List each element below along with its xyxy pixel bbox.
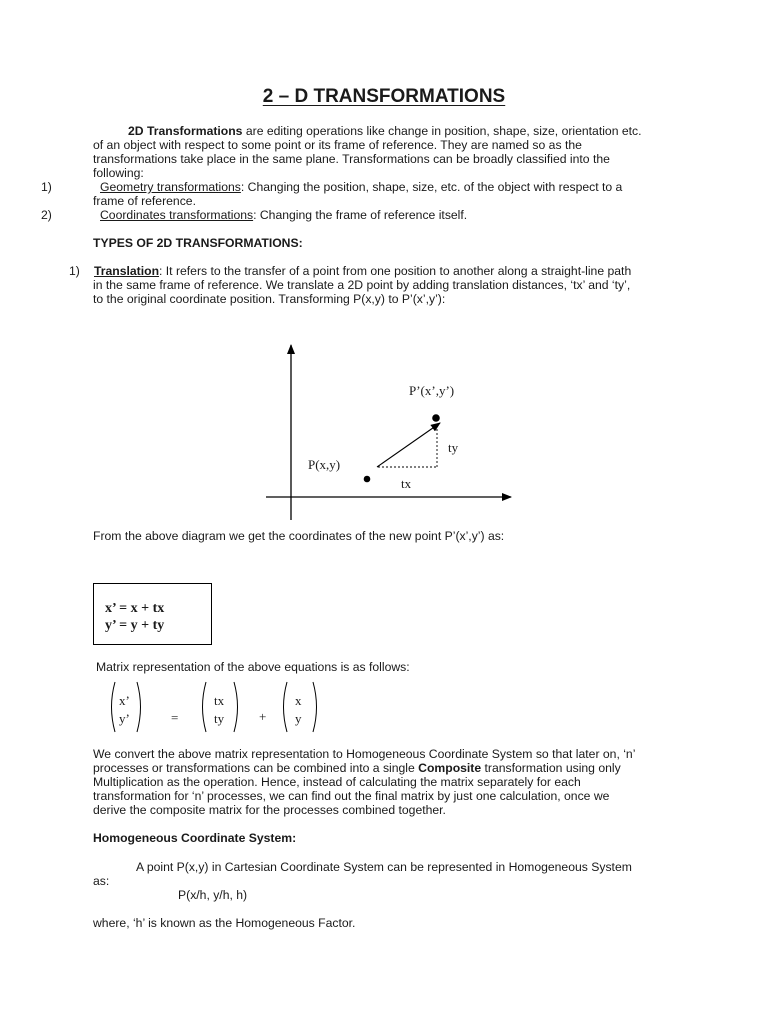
intro-line-3: transformations take place in the same plane. Transformations can be broadly classified into the [93, 152, 610, 166]
m1-left-bracket [203, 682, 207, 732]
homog-line-4: transformation for ‘n’ processes, we can find out the final matrix by just one calculation, once we [93, 789, 610, 803]
point-original-label: P(x,y) [308, 457, 341, 472]
class-item-1-cont: frame of reference. [93, 194, 196, 208]
m1-tx: tx [214, 693, 225, 708]
tx-label: tx [401, 476, 412, 491]
hcs-where: where, ‘h’ is known as the Homogeneous Factor. [93, 916, 356, 930]
class-item-1-num: 1) [41, 180, 52, 194]
lhs-x: x’ [119, 693, 130, 708]
class-item-1-term: Geometry transformations [100, 180, 241, 194]
hcs-line-2: as: [93, 874, 110, 888]
homog-line-3: Multiplication as the operation. Hence, instead of calculating the matrix separately for each [93, 775, 581, 789]
types-heading: TYPES OF 2D TRANSFORMATIONS: [93, 236, 303, 250]
lhs-y: y’ [119, 711, 130, 726]
intro-line-2: of an object with respect to some point or its frame of reference. They are named so as the [93, 138, 582, 152]
class-item-2-rest: : Changing the frame of reference itself. [253, 208, 468, 222]
class-item-1-rest: : Changing the position, shape, size, etc. of the object with respect to a [240, 180, 623, 194]
m2-x: x [295, 693, 302, 708]
equation-y: y’ = y + ty [105, 618, 165, 633]
m2-y: y [295, 711, 302, 726]
m2-left-bracket [284, 682, 288, 732]
translation-line-2: in the same frame of reference. We translate a 2D point by adding translation distances, ‘tx’ and ‘ty’, [93, 278, 631, 292]
class-item-2-num: 2) [41, 208, 52, 222]
ty-label: ty [448, 440, 459, 455]
hcs-line-1: A point P(x,y) in Cartesian Coordinate System can be represented in Homogeneous System [136, 860, 632, 874]
translation-line-3: to the original coordinate position. Transforming P(x,y) to P’(x’,y’): [93, 292, 446, 306]
intro-line-1-rest: are editing operations like change in position, shape, size, orientation etc. [242, 124, 642, 138]
translation-num: 1) [69, 264, 80, 278]
from-diagram-text: From the above diagram we get the coordinates of the new point P’(x’,y’) as: [93, 529, 505, 543]
page-title: 2 – D TRANSFORMATIONS [262, 86, 506, 107]
hcs-heading: Homogeneous Coordinate System: [93, 831, 297, 845]
homog-line-5: derive the composite matrix for the processes combined together. [93, 803, 446, 817]
m1-ty: ty [214, 711, 225, 726]
equation-x: x’ = x + tx [105, 601, 165, 616]
intro-line-4: following: [93, 166, 144, 180]
equals-sign: = [171, 710, 179, 725]
lhs-right-bracket [137, 682, 141, 732]
lhs-left-bracket [112, 682, 116, 732]
hcs-formula: P(x/h, y/h, h) [178, 888, 248, 902]
composite-bold: Composite [418, 761, 482, 775]
matrix-intro: Matrix representation of the above equations is as follows: [96, 660, 410, 674]
homog-line-2-pre: processes or transformations can be combined into a single [93, 761, 419, 775]
homog-line-2 [93, 761, 621, 775]
m2-right-bracket [313, 682, 317, 732]
class-item-2-term: Coordinates transformations [100, 208, 254, 222]
translation-line-1-rest: : It refers to the transfer of a point from one position to another along a straight-line path [159, 264, 632, 278]
homog-line-1: We convert the above matrix representation to Homogeneous Coordinate System so that later on, ‘n’ [93, 747, 636, 761]
intro-lead-bold: 2D Transformations [128, 124, 243, 138]
translation-term: Translation [94, 264, 160, 278]
point-new-label: P’(x’,y’) [409, 383, 455, 398]
plus-sign: + [259, 709, 267, 724]
m1-right-bracket [234, 682, 238, 732]
homog-line-2-post: transformation using only [481, 761, 621, 775]
